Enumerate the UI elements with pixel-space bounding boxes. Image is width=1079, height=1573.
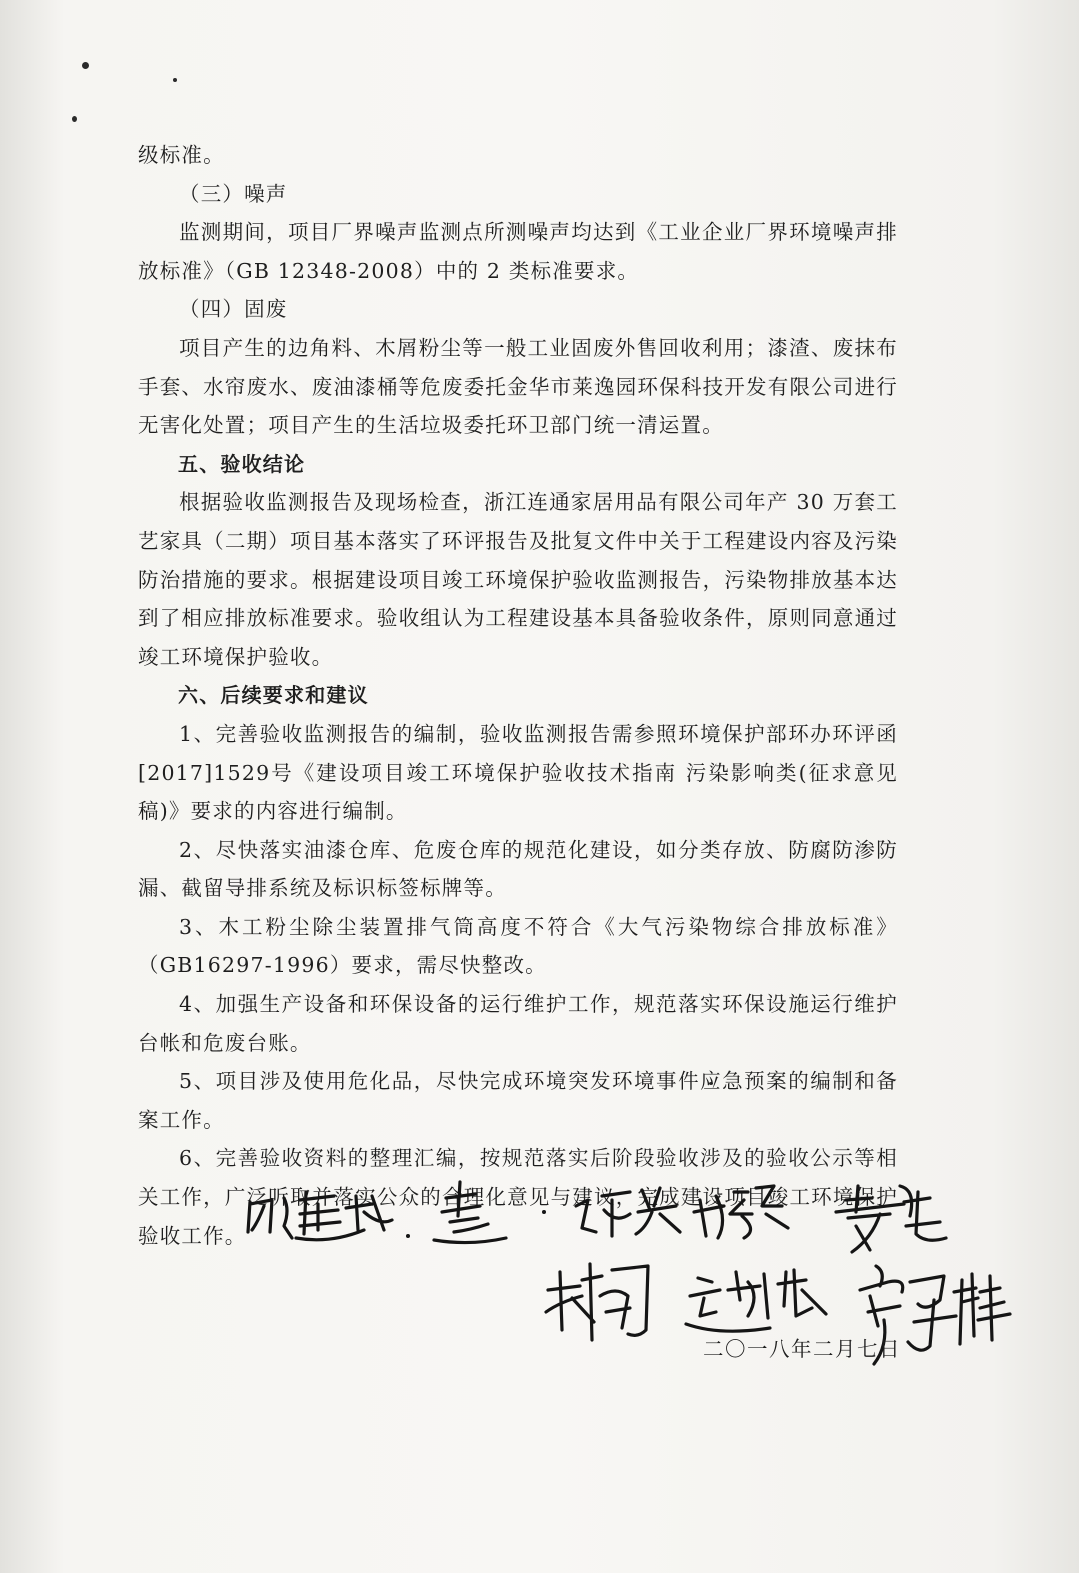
section-heading: 五、验收结论 xyxy=(178,451,306,476)
paragraph: 6、完善验收资料的整理汇编，按规范落实后阶段验收涉及的验收公示等相关工作，广泛听取并落实公众的合理化意见与建议，完成建设项目竣工环境保护验收工作。 xyxy=(138,1146,898,1248)
document-date: 二〇一八年二月七日 xyxy=(703,1337,901,1361)
scan-speck xyxy=(173,78,177,82)
paragraph: 3、木工粉尘除尘装置排气筒高度不符合《大气污染物综合排放标准》（GB16297-1996）要求，需尽快整改。 xyxy=(138,914,898,978)
paragraph: 根据验收监测报告及现场检查，浙江连通家居用品有限公司年产 30 万套工艺家具（二期）项目基本落实了环评报告及批复文件中关于工程建设内容及污染防治措施的要求。根据建设项目竣工环境保护验收监测报告，污染物排放基本达到了相应排放标准要求。验收组认为工程建设基本具备验收条件，原则同意通过竣工环境保护验收。 xyxy=(138,490,898,669)
paragraph: 项目产生的边角料、木屑粉尘等一般工业固废外售回收利用；漆渣、废抹布手套、水帘废水、废油漆桶等危废委托金华市莱逸园环保科技开发有限公司进行无害化处置；项目产生的生活垃圾委托环卫部门统一清运置。 xyxy=(138,335,898,438)
document-body xyxy=(138,136,898,1255)
paragraph: （三）噪声 xyxy=(179,181,288,206)
paragraph: （四）固废 xyxy=(179,297,288,322)
paragraph: 级标准。 xyxy=(138,143,225,167)
scan-speck xyxy=(82,62,89,69)
paragraph: 2、尽快落实油漆仓库、危废仓库的规范化建设，如分类存放、防腐防渗防漏、截留导排系统及标识标签标牌等。 xyxy=(138,837,898,901)
paragraph: 4、加强生产设备和环保设备的运行维护工作，规范落实环保设施运行维护台帐和危废台账。 xyxy=(138,992,898,1055)
paragraph: 5、项目涉及使用危化品，尽快完成环境突发环境事件应急预案的编制和备案工作。 xyxy=(138,1069,898,1132)
scan-speck xyxy=(72,116,77,122)
paragraph: 1、完善验收监测报告的编制，验收监测报告需参照环境保护部环办环评函[2017]1529号《建设项目竣工环境保护验收技术指南 污染影响类(征求意见稿)》要求的内容进行编制。 xyxy=(138,721,898,824)
paragraph: 监测期间，项目厂界噪声监测点所测噪声均达到《工业企业厂界环境噪声排放标准》（GB 12348-2008）中的 2 类标准要求。 xyxy=(138,220,898,283)
section-heading: 六、后续要求和建议 xyxy=(178,683,369,708)
